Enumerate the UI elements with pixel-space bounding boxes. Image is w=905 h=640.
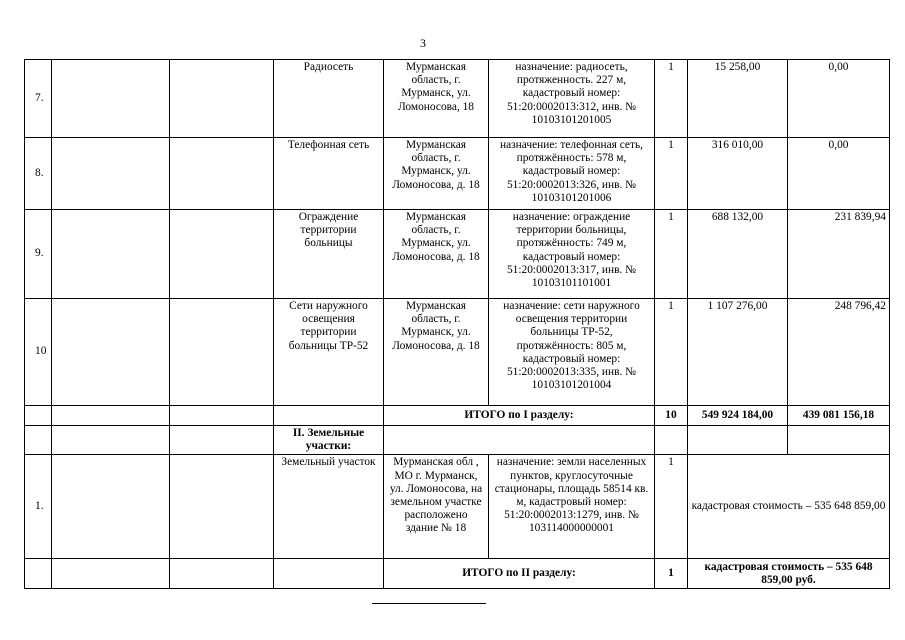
table-row (25, 60, 890, 138)
empty-cell (52, 299, 170, 406)
empty-cell (655, 426, 688, 455)
empty-cell (788, 426, 890, 455)
row-number: 8. (25, 138, 52, 210)
empty-cell (52, 559, 170, 589)
object-address: Мурманская область, г. Мурманск, ул. Ломоносова, д. 18 (384, 138, 489, 210)
object-description: назначение: сети наружного освещения территории больницы ТР-52, протяжённость: 805 м, кадастровый номер: 51:20:0002013:335, инв. № 10103101201004 (489, 299, 655, 406)
empty-cell (25, 406, 52, 426)
empty-cell (52, 210, 170, 299)
empty-cell (274, 559, 384, 589)
object-address: Мурманская область, г. Мурманск, ул. Ломоносова, д. 18 (384, 299, 489, 406)
object-name: Сети наружного освещения территории больницы ТР-52 (274, 299, 384, 406)
table-row (25, 210, 890, 299)
object-name: Ограждение территории больницы (274, 210, 384, 299)
object-quantity: 1 (655, 210, 688, 299)
object-residual: 231 839,94 (788, 210, 890, 299)
object-address: Мурманская область, г. Мурманск, ул. Ломоносова, д. 18 (384, 210, 489, 299)
object-residual: 248 796,42 (788, 299, 890, 406)
empty-cell (688, 426, 788, 455)
empty-cell (52, 138, 170, 210)
row-number: 10 (25, 299, 52, 406)
object-name: Телефонная сеть (274, 138, 384, 210)
object-address: Мурманская область, г. Мурманск, ул. Ломоносова, 18 (384, 60, 489, 138)
section-2-header-row (25, 426, 890, 455)
total-cadastral-value: кадастровая стоимость – 535 648 859,00 руб. (688, 559, 890, 589)
total-residual: 439 081 156,18 (788, 406, 890, 426)
total-quantity: 1 (655, 559, 688, 589)
row-number: 9. (25, 210, 52, 299)
object-residual: 0,00 (788, 138, 890, 210)
object-description: назначение: радиосеть, протяженность. 227 м, кадастровый номер: 51:20:0002013:312, инв. № 10103101201005 (489, 60, 655, 138)
empty-cell (384, 426, 655, 455)
cadastral-value: кадастровая стоимость – 535 648 859,00 (688, 455, 890, 559)
empty-cell (52, 455, 170, 559)
object-quantity: 1 (655, 138, 688, 210)
property-table (24, 59, 890, 589)
total-quantity: 10 (655, 406, 688, 426)
empty-cell (170, 559, 274, 589)
object-address: Мурманская обл , МО г. Мурманск, ул. Ломоносова, на земельном участке расположено здание № 18 (384, 455, 489, 559)
object-description: назначение: ограждение территории больницы, протяжённость: 749 м, кадастровый номер: 51:20:0002013:317, инв. № 10103101101001 (489, 210, 655, 299)
table-row (25, 455, 890, 559)
empty-cell (170, 299, 274, 406)
row-number: 1. (25, 455, 52, 559)
total-label: ИТОГО по I разделу: (384, 406, 655, 426)
page-number: 3 (420, 36, 426, 50)
footnote-rule (372, 603, 486, 604)
object-quantity: 1 (655, 60, 688, 138)
object-quantity: 1 (655, 455, 688, 559)
empty-cell (25, 559, 52, 589)
object-quantity: 1 (655, 299, 688, 406)
empty-cell (52, 60, 170, 138)
empty-cell (170, 138, 274, 210)
empty-cell (170, 210, 274, 299)
object-cost: 316 010,00 (688, 138, 788, 210)
table-row (25, 138, 890, 210)
empty-cell (170, 426, 274, 455)
empty-cell (52, 426, 170, 455)
empty-cell (274, 406, 384, 426)
object-name: Земельный участок (274, 455, 384, 559)
table-row (25, 299, 890, 406)
object-description: назначение: телефонная сеть, протяжённость: 578 м, кадастровый номер: 51:20:0002013:326, инв. № 10103101201006 (489, 138, 655, 210)
object-name: Радиосеть (274, 60, 384, 138)
row-number: 7. (25, 60, 52, 138)
section-title: II. Земельные участки: (274, 426, 384, 455)
section-2-total-row (25, 559, 890, 589)
empty-cell (170, 455, 274, 559)
object-description: назначение: земли населенных пунктов, круглосуточные стационары, площадь 58514 кв. м, кадастровый номер: 51:20:0002013:1279, инв. № 103114000000001 (489, 455, 655, 559)
empty-cell (25, 426, 52, 455)
object-residual: 0,00 (788, 60, 890, 138)
object-cost: 15 258,00 (688, 60, 788, 138)
section-1-total-row (25, 406, 890, 426)
object-cost: 688 132,00 (688, 210, 788, 299)
total-label: ИТОГО по II разделу: (384, 559, 655, 589)
empty-cell (170, 406, 274, 426)
total-cost: 549 924 184,00 (688, 406, 788, 426)
object-cost: 1 107 276,00 (688, 299, 788, 406)
empty-cell (52, 406, 170, 426)
empty-cell (170, 60, 274, 138)
